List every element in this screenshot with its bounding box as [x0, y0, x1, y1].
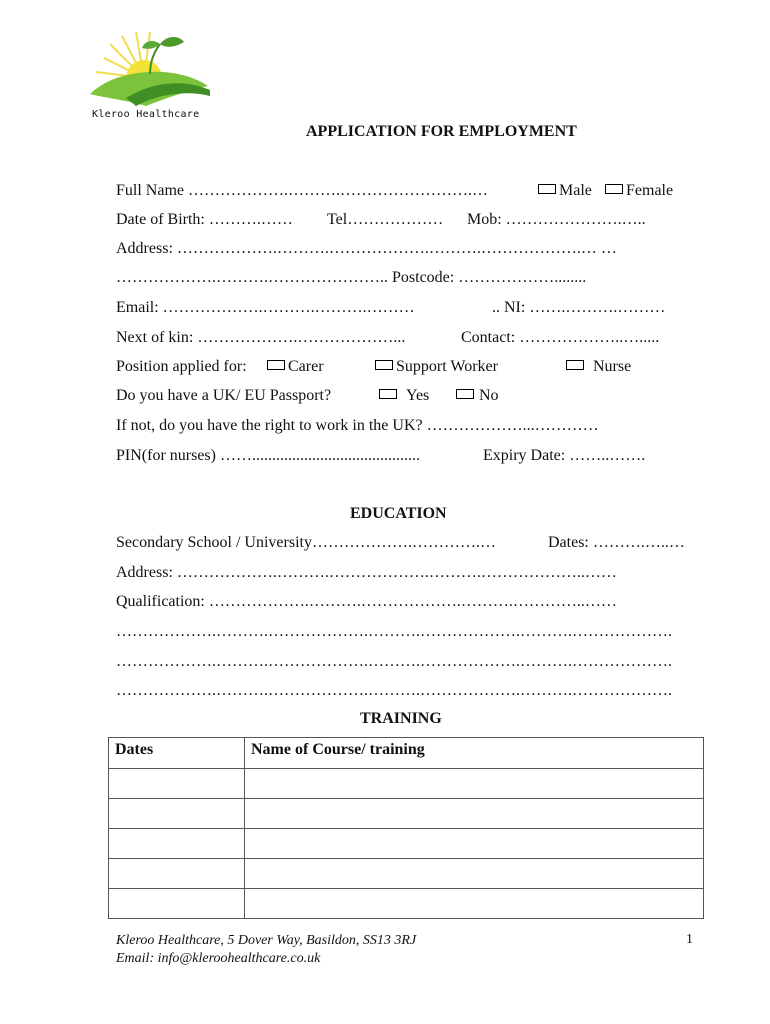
- expiry-date-field[interactable]: Expiry Date: ……..…….: [483, 447, 646, 464]
- dates-cell[interactable]: [109, 799, 245, 829]
- contact-field[interactable]: Contact: ………………..….....: [461, 329, 660, 346]
- position-nurse-option[interactable]: [566, 357, 631, 377]
- table-row: [109, 889, 704, 919]
- table-header-row: [109, 738, 704, 769]
- address-line-1[interactable]: Address: ……………….……….……………….……….……………….… …: [116, 240, 617, 257]
- dob-field[interactable]: Date of Birth: ……….……: [116, 211, 293, 228]
- mob-field[interactable]: Mob: ………………….…..: [467, 211, 646, 228]
- yes-checkbox[interactable]: [379, 389, 397, 399]
- next-of-kin-field[interactable]: Next of kin: ……………….………………...: [116, 329, 406, 346]
- passport-no-option[interactable]: [456, 386, 499, 406]
- sun-sprout-logo-icon: [86, 28, 216, 106]
- training-heading: TRAINING: [360, 710, 442, 727]
- position-support-option[interactable]: [375, 357, 498, 377]
- qualification-line[interactable]: ……………….……….……………….……….……………….……….……………….: [116, 653, 672, 670]
- footer-address: Kleroo Healthcare, 5 Dover Way, Basildon, SS13 3RJ: [116, 933, 417, 948]
- dates-cell[interactable]: [109, 829, 245, 859]
- page-title: APPLICATION FOR EMPLOYMENT: [306, 123, 577, 140]
- nurse-label: Nurse: [593, 358, 632, 375]
- table-row: [109, 799, 704, 829]
- education-heading: EDUCATION: [350, 505, 447, 522]
- passport-yes-option[interactable]: [379, 386, 429, 406]
- tel-field[interactable]: Tel………………: [327, 211, 444, 228]
- pin-field[interactable]: PIN(for nurses) ……..........................................: [116, 447, 420, 464]
- yes-label: Yes: [406, 387, 430, 404]
- course-cell[interactable]: [245, 829, 704, 859]
- email-field[interactable]: Email: ……………….……….……….………: [116, 299, 415, 316]
- education-address-field[interactable]: Address: ……………….……….……………….……….………………..……: [116, 564, 617, 581]
- position-label: Position applied for:: [116, 358, 247, 375]
- brand-name: Kleroo Healthcare: [92, 109, 200, 120]
- column-header-course: Name of Course/ training: [245, 738, 704, 769]
- qualification-field[interactable]: Qualification: ……………….……….……………….……….…………..……: [116, 593, 617, 610]
- qualification-line[interactable]: ……………….……….……………….……….……………….……….……………….: [116, 682, 672, 699]
- table-row: [109, 769, 704, 799]
- dates-cell[interactable]: [109, 889, 245, 919]
- ni-field[interactable]: .. NI: …….……….………: [492, 299, 666, 316]
- course-cell[interactable]: [245, 889, 704, 919]
- course-cell[interactable]: [245, 859, 704, 889]
- support-worker-checkbox[interactable]: [375, 360, 393, 370]
- logo: [80, 28, 220, 123]
- no-checkbox[interactable]: [456, 389, 474, 399]
- gender-female-option[interactable]: [605, 181, 673, 201]
- school-field[interactable]: Secondary School / University……………….………….…: [116, 534, 496, 551]
- page-number: 1: [686, 932, 693, 947]
- qualification-line[interactable]: ……………….……….……………….……….……………….……….……………….: [116, 623, 672, 640]
- passport-label: Do you have a UK/ EU Passport?: [116, 387, 332, 404]
- address-line-2-postcode[interactable]: ……………….……….………………….. Postcode: ………………........: [116, 269, 587, 286]
- table-row: [109, 859, 704, 889]
- education-dates-field[interactable]: Dates: ……….…..…: [548, 534, 685, 551]
- footer-email: Email: info@kleroohealthcare.co.uk: [116, 951, 321, 966]
- male-checkbox[interactable]: [538, 184, 556, 194]
- right-to-work-field[interactable]: If not, do you have the right to work in the UK? ………………...…………: [116, 417, 599, 434]
- nurse-checkbox[interactable]: [566, 360, 584, 370]
- male-label: Male: [559, 182, 592, 199]
- carer-checkbox[interactable]: [267, 360, 285, 370]
- dates-cell[interactable]: [109, 859, 245, 889]
- course-cell[interactable]: [245, 769, 704, 799]
- no-label: No: [479, 387, 499, 404]
- full-name-field[interactable]: Full Name ……………….……….…………………….…: [116, 182, 488, 199]
- support-worker-label: Support Worker: [396, 358, 498, 375]
- table-row: [109, 829, 704, 859]
- position-carer-option[interactable]: [267, 357, 324, 377]
- gender-male-option[interactable]: [538, 181, 592, 201]
- dates-cell[interactable]: [109, 769, 245, 799]
- column-header-dates: Dates: [109, 738, 245, 769]
- carer-label: Carer: [288, 358, 324, 375]
- training-table: [108, 737, 704, 919]
- course-cell[interactable]: [245, 799, 704, 829]
- female-label: Female: [626, 182, 674, 199]
- female-checkbox[interactable]: [605, 184, 623, 194]
